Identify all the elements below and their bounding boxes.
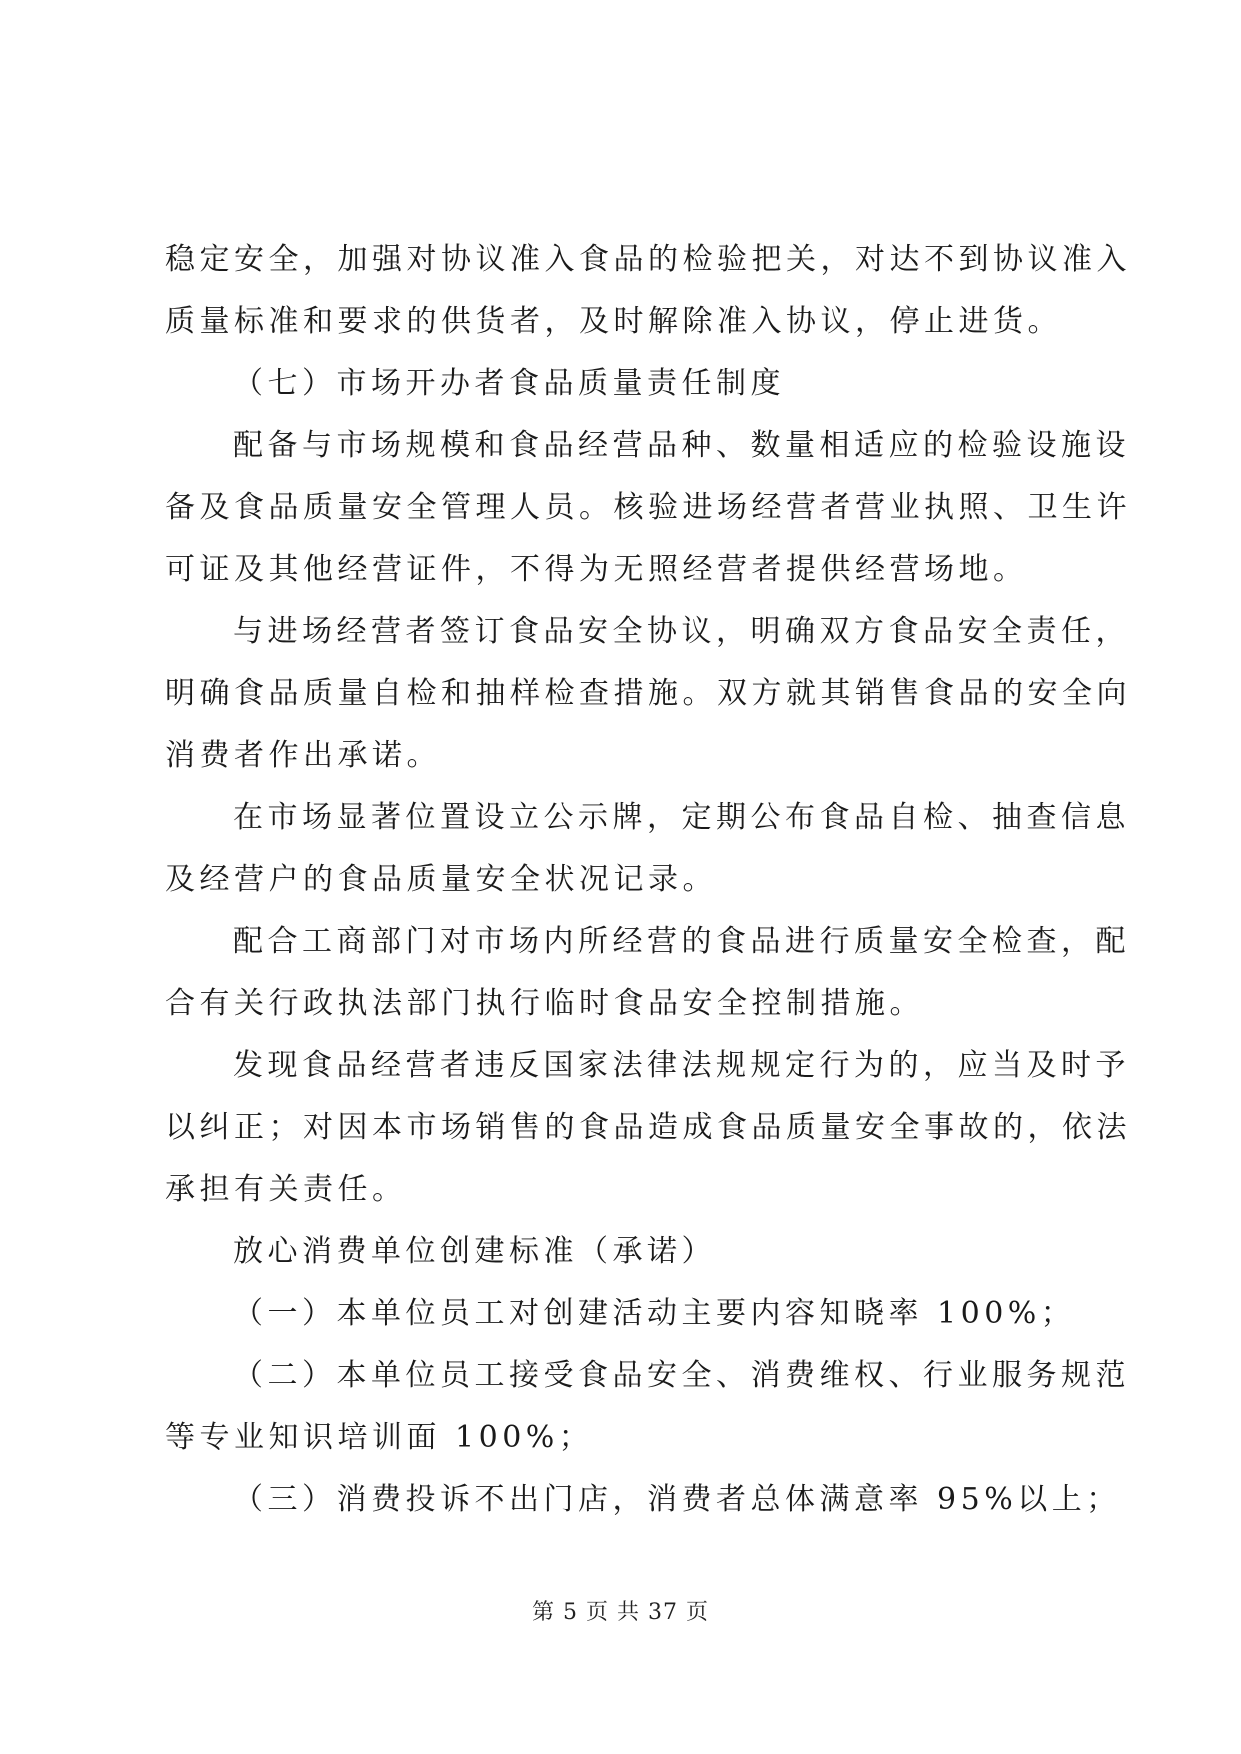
- page-footer: 第 5 页 共 37 页: [532, 1600, 709, 1625]
- text-line: （二）本单位员工接受食品安全、消费维权、行业服务规范: [233, 1358, 1130, 1393]
- paragraph: [165, 1035, 1131, 1221]
- paragraph: [165, 601, 1131, 787]
- text-line: （七）市场开办者食品质量责任制度: [233, 366, 785, 401]
- text-line: 在市场显著位置设立公示牌，定期公布食品自检、抽查信息: [233, 800, 1130, 835]
- paragraph: [165, 787, 1130, 911]
- text-line: 可证及其他经营证件，不得为无照经营者提供经营场地。: [165, 552, 1028, 587]
- text-line: 承担有关责任。: [165, 1172, 407, 1207]
- text-line: 合有关行政执法部门执行临时食品安全控制措施。: [165, 986, 924, 1021]
- paragraph: [165, 229, 1131, 353]
- text-line: 备及食品质量安全管理人员。核验进场经营者营业执照、卫生许: [165, 490, 1131, 525]
- text-line: （一）本单位员工对创建活动主要内容知晓率 100%；: [233, 1296, 1076, 1331]
- text-line: 消费者作出承诺。: [165, 738, 441, 773]
- text-line: 与进场经营者签订食品安全协议，明确双方食品安全责任，: [233, 614, 1130, 649]
- paragraph: [165, 415, 1131, 601]
- list-item: [165, 1345, 1130, 1469]
- text-line: 配合工商部门对市场内所经营的食品进行质量安全检查，配: [233, 924, 1130, 959]
- text-line: 配备与市场规模和食品经营品种、数量相适应的检验设施设: [233, 428, 1130, 463]
- paragraph: [165, 911, 1130, 1035]
- text-line: 等专业知识培训面 100%；: [165, 1420, 594, 1455]
- list-item: [165, 1283, 1085, 1345]
- text-line: 以纠正；对因本市场销售的食品造成食品质量安全事故的，依法: [165, 1110, 1131, 1145]
- text-line: 放心消费单位创建标准（承诺）: [233, 1234, 716, 1269]
- text-line: 及经营户的食品质量安全状况记录。: [165, 862, 717, 897]
- section-heading: [165, 1221, 1085, 1283]
- text-line: （三）消费投诉不出门店，消费者总体满意率 95%以上；: [233, 1482, 1121, 1517]
- list-item: [165, 1469, 1121, 1531]
- text-line: 明确食品质量自检和抽样检查措施。双方就其销售食品的安全向: [165, 676, 1131, 711]
- text-line: 质量标准和要求的供货者，及时解除准入协议，停止进货。: [165, 304, 1062, 339]
- document-body: [165, 229, 1131, 1531]
- text-line: 发现食品经营者违反国家法律法规规定行为的，应当及时予: [233, 1048, 1130, 1083]
- text-line: 稳定安全，加强对协议准入食品的检验把关，对达不到协议准入: [165, 242, 1131, 277]
- section-heading: [165, 353, 1085, 415]
